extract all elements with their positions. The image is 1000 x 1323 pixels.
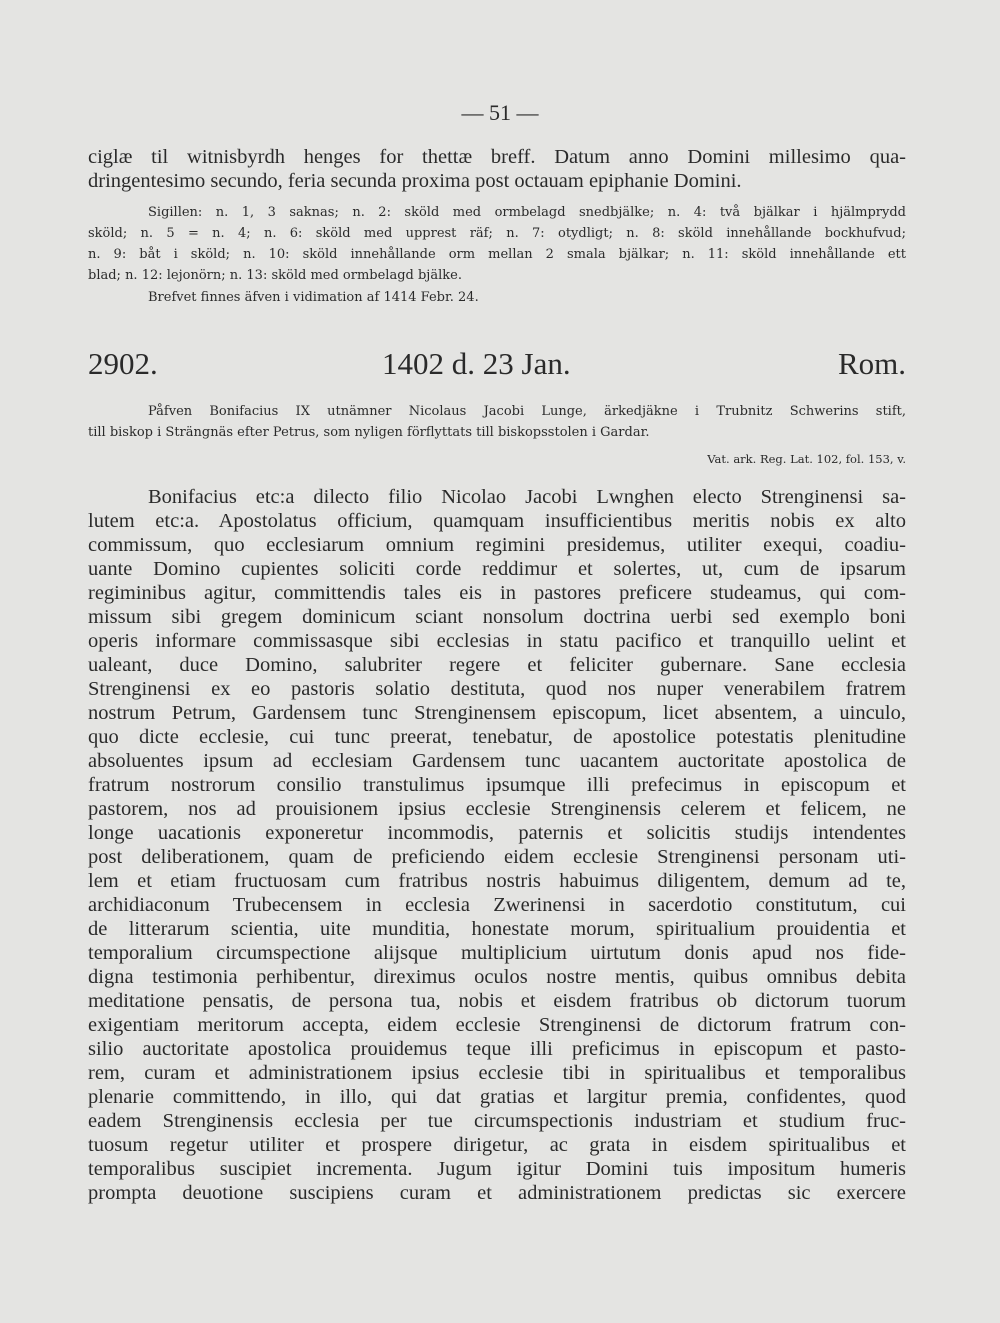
vidimation-note: [88, 287, 906, 308]
text-line: exigentiam meritorum accepta, eidem ecclesie Strenginensi de dictorum fratrum con-: [88, 1014, 906, 1036]
text-line: quo dicte ecclesie, cui tunc preerat, tenebatur, de apostolice potestatis plenitudine: [88, 726, 906, 748]
text-line: plenarie committendo, in illo, qui dat gratias et largitur premia, confidentes, quod: [88, 1086, 906, 1108]
text-line: temporalium circumspectione alijsque multiplicium uirtutum donis apud nos fide-: [88, 942, 906, 964]
text-line: Påfven Bonifacius IX utnämner Nicolaus Jacobi Lunge, ärkedjäkne i Trubnitz Schwerins stift,: [148, 404, 906, 419]
entry-number: 2902.: [88, 346, 158, 381]
text-line: Brefvet finnes äfven i vidimation af 1414 Febr. 24.: [148, 290, 479, 305]
text-line: fratrum nostrorum consilio transtulimus ipsumque illi prefecimus in episcopum et: [88, 774, 906, 796]
text-line: silio auctoritate apostolica prouidemus teque illi preficimus in episcopum et pasto-: [88, 1038, 906, 1060]
top-paragraph: [88, 145, 906, 193]
text-line: uante Domino cupientes soliciti corde reddimur et solertes, ut, cum de ipsarum: [88, 558, 906, 580]
seal-note: [88, 202, 906, 286]
entry-heading: [88, 346, 906, 386]
text-line: tuosum regetur utiliter et prospere dirigetur, ac grata in eisdem spiritualibus et: [88, 1134, 906, 1156]
source-reference: Vat. ark. Reg. Lat. 102, fol. 153, v.: [707, 452, 906, 466]
latin-text: [88, 485, 906, 1205]
text-line: Sigillen: n. 1, 3 saknas; n. 2: sköld med ormbelagd snedbjälke; n. 4: två bjälkar i hjälmprydd: [148, 205, 906, 220]
text-line: Bonifacius etc:a dilecto filio Nicolao Jacobi Lwnghen electo Strenginensi sa-: [148, 486, 906, 508]
text-line: archidiaconum Trubecensem in ecclesia Zwerinensi in sacerdotio constitutum, cui: [88, 894, 906, 916]
text-line: pastorem, nos ad prouisionem ipsius ecclesie Strenginensis celerem et felicem, ne: [88, 798, 906, 820]
text-line: commissum, quo ecclesiarum omnium regimini presidemus, utiliter exequi, coadiu-: [88, 534, 906, 556]
text-line: lutem etc:a. Apostolatus officium, quamquam insufficientibus meritis nobis ex alto: [88, 510, 906, 532]
text-line: operis informare commissasque sibi ecclesias in statu pacifico et tranquillo uelint et: [88, 630, 906, 652]
text-line: longe uacationis exponeretur incommodis, paternis et solicitis studijs intendentes: [88, 822, 906, 844]
text-line: sköld; n. 5 = n. 4; n. 6: sköld med upprest räf; n. 7: otydligt; n. 8: sköld innehållande bockhufvud;: [88, 226, 906, 241]
page-number: — 51 —: [461, 100, 539, 125]
text-line: till biskop i Strängnäs efter Petrus, som nyligen förflyttats till biskopsstolen i Gardar.: [88, 425, 650, 440]
text-line: dringentesimo secundo, feria secunda proxima post octauam epiphanie Domini.: [88, 170, 742, 192]
text-line: digna testimonia perhibentur, direximus oculos nostre mentis, quibus omnibus debita: [88, 966, 906, 988]
text-line: n. 9: båt i sköld; n. 10: sköld innehållande orm mellan 2 smala bjälkar; n. 11: sköld innehållande ett: [88, 247, 906, 262]
text-line: absoluentes ipsum ad ecclesiam Gardensem tunc uacantem auctoritate apostolica de: [88, 750, 906, 772]
text-line: de litterarum scientia, uite munditia, honestate morum, spiritualium prouidentia et: [88, 918, 906, 940]
text-line: meditatione pensatis, de persona tua, nobis et eisdem fratribus ob dictorum tuorum: [88, 990, 906, 1012]
text-line: lem et etiam fructuosam cum fratribus nostris habuimus diligentem, demum ad te,: [88, 870, 906, 892]
text-line: prompta deuotione suscipiens curam et administrationem predictas sic exercere: [88, 1182, 906, 1204]
text-line: regiminibus agitur, committendis tales eis in pastores preficere studeamus, qui com-: [88, 582, 906, 604]
text-line: eadem Strenginensis ecclesia per tue circumspectionis industriam et studium fruc-: [88, 1110, 906, 1132]
entry-place: Rom.: [837, 346, 906, 381]
text-line: ualeant, duce Domino, salubriter regere et feliciter gubernare. Sane ecclesia: [88, 654, 906, 676]
text-line: ciglæ til witnisbyrdh henges for thettæ breff. Datum anno Domini millesimo qua-: [88, 146, 906, 168]
text-line: nostrum Petrum, Gardensem tunc Strenginensem episcopum, licet absentem, a uinculo,: [88, 702, 906, 724]
text-line: rem, curam et administrationem ipsius ecclesie tibi in spiritualibus et temporalibus: [88, 1062, 906, 1084]
text-line: missum sibi gregem dominicum sciant nonsolum doctrina uerbi sed exemplo boni: [88, 606, 906, 628]
text-line: temporalibus suscipiet incrementa. Jugum igitur Domini tuis impositum humeris: [88, 1158, 906, 1180]
entry-summary: [88, 401, 906, 443]
text-line: post deliberationem, quam de preficiendo eidem ecclesie Strenginensi personam uti-: [88, 846, 906, 868]
text-line: blad; n. 12: lejonörn; n. 13: sköld med ormbelagd bjälke.: [88, 268, 462, 283]
entry-date: 1402 d. 23 Jan.: [382, 346, 571, 381]
text-line: Strenginensi ex eo pastoris solatio destituta, quod nos nuper venerabilem fratrem: [88, 678, 906, 700]
